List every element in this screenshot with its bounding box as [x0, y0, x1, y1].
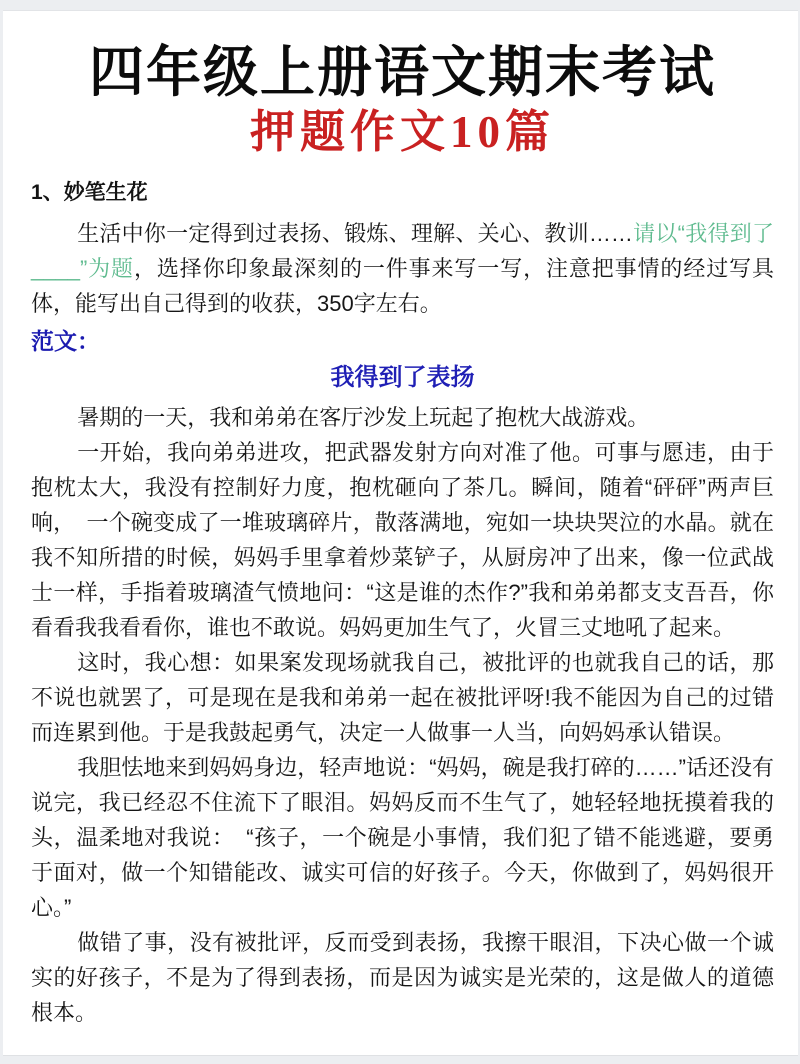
essay-title: 我得到了表扬: [330, 364, 475, 391]
document-page: [3, 10, 798, 1056]
essay-paragraph-2: 一开始，我向弟弟进攻，把武器发射方向对准了他。可事与愿违，由于抱枕太大，我没有控制好力度，抱枕砸向了茶几。瞬间，随着“砰砰”两声巨响， 一个碗变成了一堆玻璃碎片，散落满地，宛如一块块哭泣的水晶。就在我不知所措的时候，妈妈手里拿着炒菜铲子，从厨房冲了出来，像一位武战士一样，手指着玻璃渣气愤地问：“这是谁的杰作?”我和弟弟都支支吾吾，你看看我我看看你，谁也不敢说。妈妈更加生气了，火冒三丈地吼了起来。: [31, 440, 774, 640]
section-heading: 1、妙笔生花: [31, 181, 148, 204]
model-essay-label: 范文：: [31, 328, 100, 354]
main-title: 四年级上册语文期末考试: [88, 41, 716, 103]
prompt-tail: ，选择你印象最深刻的一件事来写一写，注意把事情的经过写具体，能写出自己得到的收获，350字左右。: [31, 256, 774, 316]
prompt-paragraph: [31, 216, 774, 321]
essay-paragraph-5: 做错了事，没有被批评，反而受到表扬，我擦干眼泪，下决心做一个诚实的好孩子，不是为了得到表扬，而是因为诚实是光荣的，这是做人的道德根本。: [31, 930, 774, 1025]
essay-paragraph-3: 这时，我心想：如果案发现场就我自己，被批评的也就我自己的话，那不说也就罢了，可是现在是我和弟弟一起在被批评呀!我不能因为自己的过错而连累到他。于是我鼓起勇气，决定一人做事一人当，向妈妈承认错误。: [31, 650, 774, 745]
essay-paragraph-1: 暑期的一天，我和弟弟在客厅沙发上玩起了抱枕大战游戏。: [77, 405, 650, 430]
essay-paragraph-4: 我胆怯地来到妈妈身边，轻声地说：“妈妈，碗是我打碎的……”话还没有说完，我已经忍不住流下了眼泪。妈妈反而不生气了，她轻轻地抚摸着我的头，温柔地对我说： “孩子，一个碗是小事情，我们犯了错不能逃避，要勇于面对，做一个知错能改、诚实可信的好孩子。今天，你做到了，妈妈很开心。”: [31, 755, 774, 920]
prompt-lead: 生活中你一定得到过表扬、锻炼、理解、关心、教训……: [77, 221, 633, 246]
prompt-topic-highlight: 请以“我得到了____”为题: [31, 221, 774, 281]
subtitle: 押题作文10篇: [249, 107, 555, 157]
